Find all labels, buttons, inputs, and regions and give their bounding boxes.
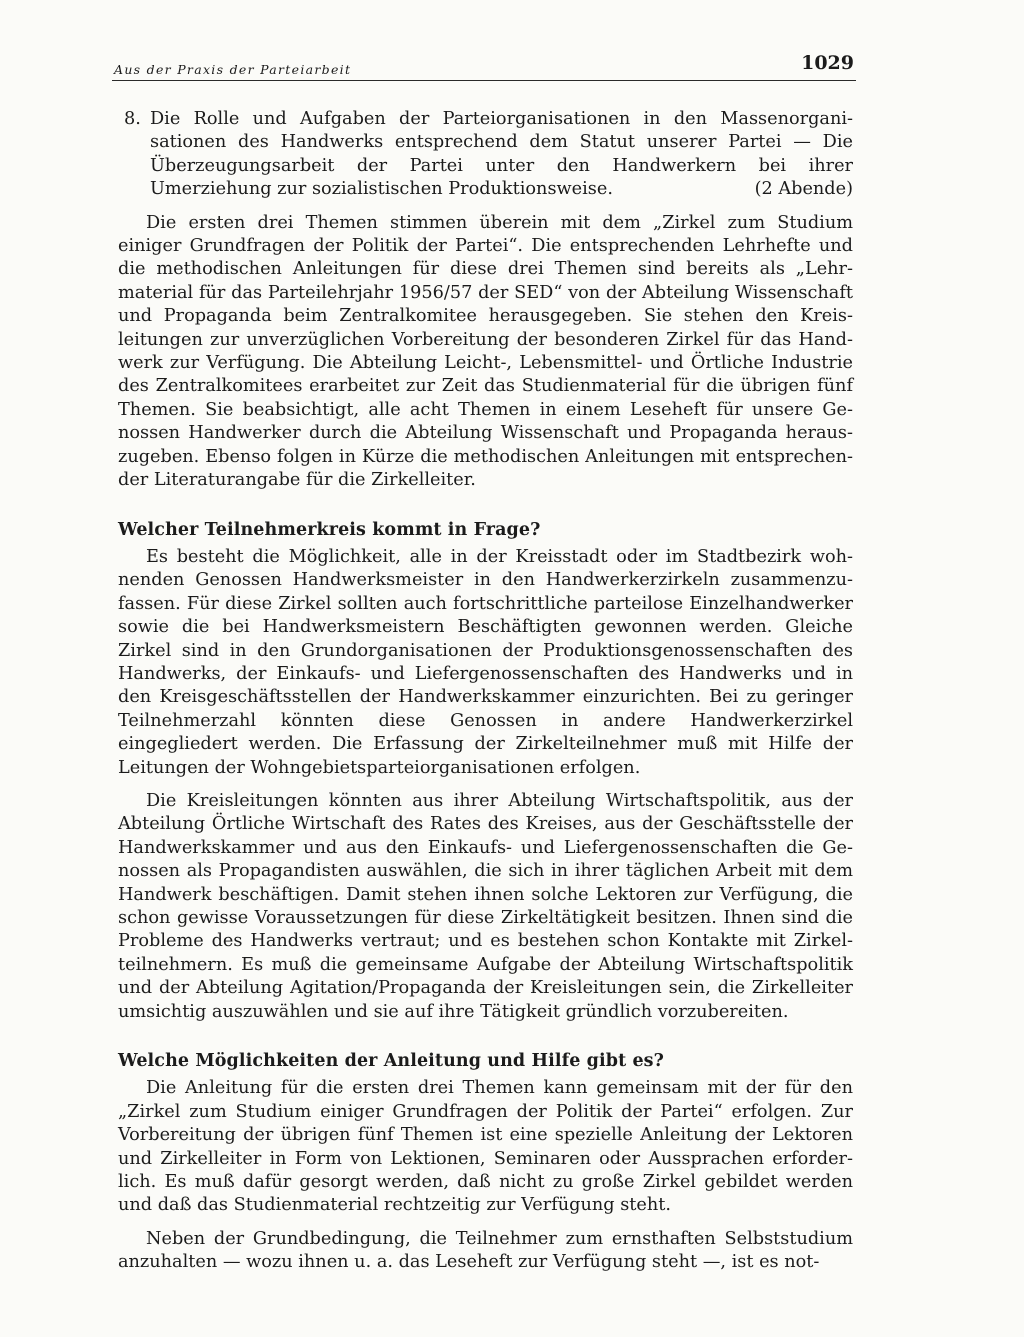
list-item-text: Die Rolle und Aufgaben der Parteiorganisationen in den Massenorganisationen des Handwerks entsprechend dem Statut unserer Partei — Die Überzeugungsarbeit der Partei unter den Handwerkern bei ihrer Umerziehung zur sozialistischen Produktionsweise.	[150, 109, 853, 200]
paragraph: Die Anleitung für die ersten drei Themen kann gemeinsam mit der für den „Zirkel zum Studium einiger Grundfragen der Politik der Partei“ erfolgen. Zur Vorbereitung der übrigen fünf Themen ist eine spezielle Anleitung der Lektoren und Zirkelleiter in Form von Lektionen, Seminaren oder Aussprachen erforderlich. Es muß dafür gesorgt werden, daß nicht zu große Zirkel gebildet werden und daß das Studienmaterial rechtzeitig zur Verfügung steht.	[118, 1078, 853, 1216]
page-body	[118, 108, 853, 1275]
spacer	[118, 1024, 853, 1050]
page-header	[112, 54, 856, 81]
list-item-8	[118, 108, 853, 202]
list-item-duration: (2 Abende)	[754, 179, 853, 200]
paragraph: Neben der Grundbedingung, die Teilnehmer zum ernsthaften Selbststudium anzuhalten — wozu ihnen u. a. das Leseheft zur Verfügung steht —, ist es not-	[118, 1228, 853, 1273]
page-number: 1029	[801, 52, 854, 74]
spacer	[118, 780, 853, 790]
intro-paragraph: Die ersten drei Themen stimmen überein mit dem „Zirkel zum Studium einiger Grundfragen der Politik der Partei“. Die entsprechenden Lehrhefte und die methodischen Anleitungen für diese drei Themen sind bereits als „Lehrmaterial für das Parteilehrjahr 1956/57 der SED“ von der Abteilung Wissenschaft und Propaganda beim Zentralkomitee herausgegeben. Sie stehen den Kreisleitungen zur unverzüglichen Vorbereitung der besonderen Zirkel für das Handwerk zur Verfügung. Die Abteilung Leicht-, Lebensmittel- und Örtliche Industrie des Zentralkomitees erarbeitet zur Zeit das Studienmaterial für die übrigen fünf Themen. Sie beabsichtigt, alle acht Themen in einem Leseheft für unsere Genossen Handwerker durch die Abteilung Wissenschaft und Propaganda herauszugeben. Ebenso folgen in Kürze die methodischen Anleitungen mit entsprechender Literaturangabe für die Zirkelleiter.	[118, 212, 853, 491]
list-item-number: 8.	[124, 109, 141, 129]
paragraph: Es besteht die Möglichkeit, alle in der Kreisstadt oder im Stadtbezirk wohnenden Genossen Handwerksmeister in den Handwerkerzirkeln zusammenzufassen. Für diese Zirkel sollten auch fortschrittliche parteilose Einzelhandwerker sowie die bei Handwerksmeistern Beschäftigten gewonnen werden. Gleiche Zirkel sind in den Grundorganisationen der Produktionsgenossenschaften des Handwerks, der Einkaufs- und Liefergenossenschaften des Handwerks und in den Kreisgeschäftsstellen der Handwerkskammer einzurichten. Bei zu geringer Teilnehmerzahl könnten diese Genossen in andere Handwerkerzirkel eingegliedert werden. Die Erfassung der Zirkelteilnehmer muß mit Hilfe der Leitungen der Wohngebietsparteiorganisationen erfolgen.	[118, 546, 853, 778]
running-title: Aus der Praxis der Parteiarbeit	[114, 62, 352, 77]
section-heading-guidance: Welche Möglichkeiten der Anleitung und Hilfe gibt es?	[118, 1051, 664, 1072]
spacer	[118, 493, 853, 519]
spacer	[118, 1218, 853, 1228]
section-heading-participants: Welcher Teilnehmerkreis kommt in Frage?	[118, 519, 541, 540]
paragraph: Die Kreisleitungen könnten aus ihrer Abteilung Wirtschaftspolitik, aus der Abteilung Örtliche Wirtschaft des Rates des Kreises, aus der Geschäftsstelle der Handwerkskammer und aus den Einkaufs- und Liefergenossenschaften die Genossen als Propagandisten auswählen, die sich in ihrer täglichen Arbeit mit dem Handwerk beschäftigen. Damit stehen ihnen solche Lektoren zur Verfügung, die schon gewisse Voraussetzungen für diese Zirkeltätigkeit besitzen. Ihnen sind die Probleme des Handwerks vertraut; und es bestehen schon Kontakte mit Zirkelteilnehmern. Es muß die gemeinsame Aufgabe der Abteilung Wirtschaftspolitik und der Abteilung Agitation/Propaganda der Kreisleitungen sein, die Zirkelleiter umsichtig auszuwählen und sie auf ihre Tätigkeit gründlich vorzubereiten.	[118, 790, 853, 1022]
spacer	[118, 202, 853, 212]
